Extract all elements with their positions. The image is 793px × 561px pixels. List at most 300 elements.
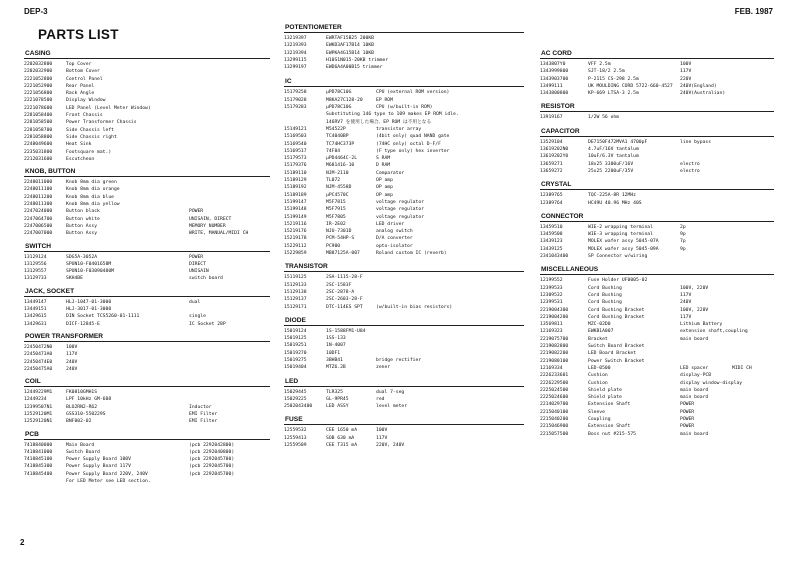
part-number: 15169517 [284, 148, 307, 154]
part-row [540, 253, 774, 260]
part-row [540, 200, 774, 207]
part-description: Power Transformer Chassis [66, 120, 137, 126]
section-title: PCB [24, 430, 270, 440]
part-note: LED driver [376, 221, 405, 227]
section-title: DIODE [284, 316, 524, 326]
part-note: opto-isolator [376, 243, 413, 249]
section-title: IC [284, 77, 524, 87]
part-description: TQC-225A-8R 12MHz [588, 193, 636, 199]
part-number: 13429631 [24, 321, 47, 327]
section-title: KNOB, BUTTON [24, 167, 270, 177]
part-row [24, 313, 270, 320]
part-number: 15179283 [284, 105, 307, 111]
section-title: AC CORD [540, 49, 774, 59]
section-ic [284, 77, 524, 257]
part-row [540, 277, 774, 284]
part-row [284, 274, 524, 281]
part-note: electro [680, 161, 700, 167]
part-number: 13449147 [24, 299, 47, 305]
part-number: 12559413 [284, 435, 307, 441]
part-row [24, 223, 270, 230]
part-note: 100V, 220V [680, 285, 709, 291]
part-description: Front Chassis [66, 113, 103, 119]
part-description: Button white [66, 216, 100, 222]
part-row [540, 299, 774, 306]
part-description: FK0810GMH1S [66, 390, 98, 396]
part-row [540, 401, 774, 408]
part-number: 15129137 [284, 297, 307, 303]
part-description: Cord Bushing Bracket [588, 314, 645, 320]
part-row [284, 148, 524, 155]
part-row [284, 89, 524, 96]
part-description: EWPKA4G15B14 10KB [326, 50, 374, 56]
part-row [24, 149, 270, 156]
part-description: PCM-54HP-S [326, 236, 355, 242]
section-potentiometer [284, 23, 524, 71]
part-row [24, 344, 270, 351]
part-description: Side Chassis right [66, 134, 117, 140]
part-description: Shield plate [588, 395, 622, 401]
part-description: Knob 8mm dia blue [66, 194, 114, 200]
part-row [284, 57, 524, 64]
part-description: Shield plate [588, 387, 622, 393]
part-description: DIN Socket TCS5260-01-1111 [66, 314, 140, 320]
part-note: main board [680, 431, 709, 437]
part-description: SP Connector w/wiring [588, 254, 648, 260]
part-number: 7418840000 [24, 442, 53, 448]
section-coil [24, 377, 270, 425]
section-jack-socket [24, 287, 270, 328]
part-note: voltage regulator [376, 207, 424, 213]
part-note: EP ROM [376, 97, 393, 103]
part-note: LED spacer [680, 365, 709, 371]
part-row [284, 396, 524, 403]
part-description: LED ASSY [326, 404, 349, 410]
part-description: DE7150F472MVA1 4700pF [588, 139, 648, 145]
part-note: 100V [376, 428, 388, 434]
part-number: 15019270 [284, 350, 307, 356]
part-description: 2SC-2878-A [326, 289, 355, 295]
part-note: UNISAIN [189, 269, 209, 275]
part-note: electro [680, 168, 700, 174]
part-row [24, 112, 270, 119]
part-note: EMI Filter [189, 411, 218, 417]
part-number: 13129733 [24, 276, 47, 282]
part-row [540, 231, 774, 238]
part-number: 15169540 [284, 141, 307, 147]
part-note: (pcb 2292042800) [189, 442, 235, 448]
part-description: M5F7915 [326, 207, 346, 213]
part-description: MB87125A-007 [326, 251, 360, 257]
part-number: 13459508 [540, 232, 563, 238]
part-description: µPD78C10G [326, 105, 352, 111]
part-description: SOB 630 mA [326, 435, 355, 441]
part-note: bridge rectifier [376, 357, 422, 363]
page-number: 2 [20, 538, 25, 547]
part-note: Comparator [376, 170, 405, 176]
part-description: WIE-2 wrapping terminal [588, 224, 653, 230]
part-row [284, 427, 524, 434]
part-row [284, 296, 524, 303]
part-description: P-2115 CS-298 2.5m [588, 76, 639, 82]
part-number: 15199149 [284, 214, 307, 220]
part-description: 74F04 [326, 148, 341, 154]
part-row [284, 282, 524, 289]
part-description: PC900 [326, 243, 341, 249]
part-row [540, 336, 774, 343]
part-description: EWD6A4A00B15 trimmer [326, 65, 383, 71]
part-description: Power Supply Board 117V [66, 464, 131, 470]
part-description: Bottom Cover [66, 69, 100, 75]
part-number: 12399533 [540, 285, 563, 291]
section-title: JACK, SOCKET [24, 287, 270, 297]
part-number: 2341043400 [540, 254, 569, 260]
part-note: dual 7-seg [376, 389, 405, 395]
part-row [540, 76, 774, 83]
part-note: MEMORY NUMBER [189, 223, 226, 229]
part-number: 2212031600 [24, 156, 53, 162]
part-note: (pcb 2292045700) [189, 464, 235, 470]
part-row [540, 321, 774, 328]
part-description: 240V [66, 366, 78, 372]
part-number: 22450474E0 [24, 359, 53, 365]
part-row [284, 42, 524, 49]
part-description: DICF-12845-E [66, 321, 100, 327]
part-description: µPD78C10G [326, 90, 352, 96]
section-title: SWITCH [24, 242, 270, 252]
part-row [284, 289, 524, 296]
part-number: 2221056800 [24, 91, 53, 97]
part-description: 10uF/6.3V tantalum [588, 154, 639, 160]
part-note: (74HC only) octal D-F/F [376, 141, 441, 147]
part-row [24, 275, 270, 282]
part-description: VFF 2.5m [588, 62, 611, 67]
part-number: 12449234 [24, 397, 47, 403]
part-number: 13429615 [24, 314, 47, 320]
part-description: Display Window [66, 98, 106, 104]
section-title: CAPACITOR [540, 127, 774, 137]
part-row [24, 83, 270, 90]
part-note: voltage regulator [376, 199, 424, 205]
part-number: 1343999800 [540, 69, 569, 75]
part-row [540, 83, 774, 90]
part-description: Cushion [588, 373, 608, 379]
part-description: Cord Bushing [588, 285, 622, 291]
part-note: 240V [680, 300, 692, 306]
part-row [540, 372, 774, 379]
part-number: 2281058500 [24, 120, 53, 126]
part-row [24, 418, 270, 425]
part-number: 13449151 [24, 307, 47, 313]
part-description: EWRTAF15B25 200KB [326, 36, 374, 41]
part-number: 13919167 [540, 115, 563, 121]
part-note: level meter [376, 404, 408, 410]
part-number: 12399507N1 [24, 404, 53, 410]
section-capacitor [540, 127, 774, 175]
part-number: 15189192 [284, 185, 307, 191]
part-row [24, 442, 270, 449]
part-row [24, 306, 270, 313]
part-row [24, 216, 270, 223]
part-number: 15179573 [284, 156, 307, 162]
part-note: main board [680, 336, 709, 342]
part-note: DIRECT [189, 261, 206, 267]
part-description: HLJ-1047-01-3000 [66, 299, 112, 305]
section-title: LED [284, 377, 524, 387]
part-description: TC4040BP [326, 134, 349, 140]
part-row [284, 126, 524, 133]
part-row [24, 90, 270, 97]
part-number: 13459510 [540, 224, 563, 230]
part-row [284, 97, 524, 104]
part-row [284, 119, 524, 126]
part-number: 13129124 [24, 254, 47, 260]
part-note: OP amp [376, 178, 393, 184]
part-row [24, 261, 270, 268]
part-row [540, 161, 774, 168]
part-description: Top Cover [66, 62, 92, 67]
part-description: 117V [66, 352, 78, 358]
part-description: WIE-3 wrapping terminal [588, 232, 653, 238]
part-number: 2202032900 [24, 69, 53, 75]
part-row [24, 97, 270, 104]
part-description: MTZ6.2B [326, 365, 346, 371]
part-row [540, 90, 774, 97]
column-middle [284, 18, 524, 449]
part-row [24, 351, 270, 358]
part-row [24, 389, 270, 396]
part-note: OP amp [376, 185, 393, 191]
part-note: Lithium Battery [680, 322, 723, 328]
section-knob-button [24, 167, 270, 237]
part-row [540, 285, 774, 292]
part-number: 2214029700 [540, 402, 569, 408]
part-number: 12559532 [284, 428, 307, 434]
part-number: 15169503 [284, 134, 307, 140]
part-description: Rear Panel [66, 83, 95, 89]
part-number: 2219004200 [540, 314, 569, 320]
part-number: 2221052900 [24, 83, 53, 89]
part-note: 220V, 240V [376, 443, 405, 449]
part-note-extra: MIDI CH [732, 365, 752, 371]
section-title: COIL [24, 377, 270, 387]
part-number: 13659272 [540, 168, 563, 174]
part-description: Control Panel [66, 76, 103, 82]
part-row [24, 119, 270, 126]
part-note: (w/built-in bias resistors) [376, 304, 453, 310]
part-number: 15199147 [284, 199, 307, 205]
part-row [24, 359, 270, 366]
part-row [284, 199, 524, 206]
part-number: 13219393 [284, 43, 307, 49]
part-note: D/A converter [376, 236, 413, 242]
part-description: CEE 1650 mA [326, 428, 358, 434]
part-row [540, 139, 774, 146]
part-description: GSS310-550229S [66, 411, 106, 417]
part-description: UK MOULDING CORD 5722-660-4527 [588, 83, 673, 89]
section-title: RESISTOR [540, 102, 774, 112]
part-number: 15229112 [284, 243, 307, 249]
part-description: Power Supply Board 220V, 240V [66, 471, 148, 477]
part-number: 12529120N1 [24, 419, 53, 425]
part-number: 13569811 [540, 322, 563, 328]
section-title: CASING [24, 49, 270, 59]
section-fuse [284, 415, 524, 449]
part-row [284, 304, 524, 311]
part-row [540, 68, 774, 75]
part-description: 100V [66, 344, 78, 350]
part-row [284, 389, 524, 396]
part-number: 15019404 [284, 365, 307, 371]
part-description: Cord Bushing Bracket [588, 307, 645, 313]
part-description: M5F7815 [326, 199, 346, 205]
part-number: 12399531 [540, 300, 563, 306]
part-row [24, 156, 270, 163]
part-description: Switch Board Bracket [588, 344, 645, 350]
part-number: 2225024600 [540, 395, 569, 401]
part-description: NJU-7301D [326, 229, 352, 235]
part-row [24, 201, 270, 208]
part-description: CEE T315 mA [326, 443, 358, 449]
part-number: 15189129 [284, 178, 307, 184]
part-number: 2226229500 [540, 380, 569, 386]
header-model: DEP-3 [24, 7, 48, 16]
part-number: 2235031800 [24, 149, 53, 155]
part-row [24, 396, 270, 403]
part-number: 13219394 [284, 50, 307, 56]
part-description: 2SA-1115-28-F [326, 275, 363, 281]
part-row [284, 214, 524, 221]
part-number: 15119125 [284, 275, 307, 281]
part-row [24, 471, 270, 478]
part-number: 15199148 [284, 207, 307, 213]
part-row [24, 76, 270, 83]
part-row [24, 299, 270, 306]
part-row [284, 64, 524, 71]
section-connector [540, 212, 774, 260]
part-number: 2281058400 [24, 113, 53, 119]
part-row [24, 179, 270, 186]
part-number: 13659271 [540, 161, 563, 167]
part-row [24, 478, 270, 485]
part-number: 7418841000 [24, 449, 53, 455]
part-description: Knob 8mm dia yellow [66, 202, 120, 208]
part-row [540, 307, 774, 314]
part-number: 2248011000 [24, 180, 53, 186]
part-note: POWER [680, 416, 695, 422]
part-number: 2248011100 [24, 187, 53, 193]
section-title: MISCELLANEOUS [540, 265, 774, 275]
part-note: POWER [680, 424, 695, 430]
part-note: main board [680, 387, 709, 393]
part-number: 15029445 [284, 389, 307, 395]
part-description: HC49U 40.96 MHz 40S [588, 200, 642, 206]
part-row [24, 134, 270, 141]
part-number: 15019124 [284, 328, 307, 334]
part-number: 2248011300 [24, 202, 53, 208]
part-note: IC Socket 28P [189, 321, 226, 327]
part-number: 2281058800 [24, 134, 53, 140]
section-transistor [284, 262, 524, 310]
part-description: SJT-18/2 2.5m [588, 69, 625, 75]
part-number: 13219397 [284, 36, 307, 41]
part-note: (pcb 2292045700) [189, 471, 235, 477]
part-number: 15189189 [284, 192, 307, 198]
part-note: UNISAIN, DIRECT [189, 216, 232, 222]
part-number: 12169334 [540, 365, 563, 371]
part-description: BLO2RN2-R62 [66, 404, 98, 410]
part-row [540, 238, 774, 245]
section-miscellaneous [540, 265, 774, 438]
part-note: dual [189, 299, 201, 305]
part-number: 2226233601 [540, 373, 569, 379]
part-description: TC74HC373P [326, 141, 355, 147]
part-number: 13129557 [24, 269, 47, 275]
part-description: Substituting 146 type to 109 makes EP ROM idle. [326, 112, 459, 118]
section-switch [24, 242, 270, 283]
part-number: 12309532 [540, 292, 563, 298]
section-title: FUSE [284, 415, 524, 425]
part-description: 1/2W 56 ohm [588, 115, 620, 121]
part-row [284, 442, 524, 449]
part-note: 117V [680, 69, 692, 75]
part-row [24, 404, 270, 411]
part-description: 25x25 2200uF/35V [588, 168, 634, 174]
part-row [284, 192, 524, 199]
part-row [540, 314, 774, 321]
part-row [284, 342, 524, 349]
part-row [24, 194, 270, 201]
part-row [24, 127, 270, 134]
part-description: 2SC-1583F [326, 282, 352, 288]
part-note: D RAM [376, 163, 391, 169]
part-number: 2215040200 [540, 416, 569, 422]
part-row [284, 206, 524, 213]
part-number: 15149121 [284, 126, 307, 132]
section-title: CONNECTOR [540, 212, 774, 222]
part-row [24, 366, 270, 373]
part-number: 13619202Y0 [540, 154, 569, 160]
part-description: MOLEX wafer assy 5045-09A [588, 246, 659, 252]
part-note: 100V [680, 62, 692, 67]
part-row [24, 105, 270, 112]
section-diode [284, 316, 524, 372]
part-description: 10DF1 [326, 350, 341, 356]
part-number: 13299197 [284, 65, 307, 71]
part-number: 2221052800 [24, 76, 53, 82]
part-description: SDG5A-3052A [66, 254, 98, 260]
part-note: Inductor [189, 404, 212, 410]
part-description: M681416-10 [326, 163, 355, 169]
part-number: 2248011200 [24, 194, 53, 200]
part-row [540, 343, 774, 350]
column-right [540, 44, 774, 438]
part-number: 2225024500 [540, 387, 569, 393]
part-description: BNF002-02 [66, 419, 92, 425]
part-row [540, 224, 774, 231]
part-number: 22450473A0 [24, 352, 53, 358]
part-row [540, 153, 774, 160]
part-number: 2215057500 [540, 431, 569, 437]
part-note: POWER [189, 209, 204, 215]
part-number: 2219080100 [540, 358, 569, 364]
part-note: (pcb 2292040800) [189, 449, 235, 455]
part-description: Power Switch Bracket [588, 358, 645, 364]
section-ac-cord [540, 49, 774, 97]
part-number: 13439125 [540, 246, 563, 252]
part-row [24, 411, 270, 418]
part-number: 15219178 [284, 236, 307, 242]
